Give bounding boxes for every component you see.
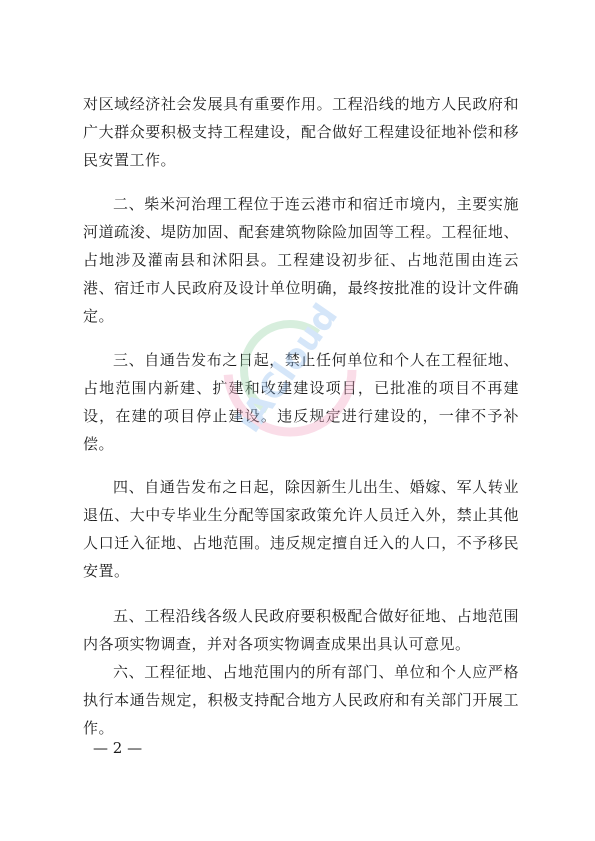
paragraph-item-2: 二、柴米河治理工程位于连云港市和宿迁市境内，主要实施河道疏浚、堤防加固、配套建筑物除险加固等工程。工程征地、占地涉及灌南县和沭阳县。工程建设初步征、占地范围由连云港、宿迁市人民政府及设计单位明确，最终按批准的设计文件确定。: [83, 195, 519, 325]
paragraph-item-5: 五、工程沿线各级人民政府要积极配合做好征地、占地范围内各项实物调查，并对各项实物调查成果出具认可意见。: [83, 607, 519, 653]
paragraph-continued: 对区域经济社会发展具有重要作用。工程沿线的地方人民政府和广大群众要积极支持工程建设，配合做好工程建设征地补偿和移民安置工作。: [83, 95, 519, 169]
page-number: — 2 —: [93, 739, 143, 757]
paragraph-item-4: 四、自通告发布之日起，除因新生儿出生、婚嫁、军人转业退伍、大中专毕业生分配等国家政策允许人员迁入外，禁止其他人口迁入征地、占地范围。违反规定擅自迁入的人口，不予移民安置。: [83, 478, 519, 580]
watermark-text: iACloud: [229, 296, 346, 440]
paragraph-item-6: 六、工程征地、占地范围内的所有部门、单位和个人应严格执行本通告规定，积极支持配合地方人民政府和有关部门开展工作。: [83, 663, 519, 737]
paragraph-item-3: 三、自通告发布之日起，禁止任何单位和个人在工程征地、占地范围内新建、扩建和改建建设项目，已批准的项目不再建设，在建的项目停止建设。违反规定进行建设的，一律不予补偿。: [83, 351, 519, 453]
